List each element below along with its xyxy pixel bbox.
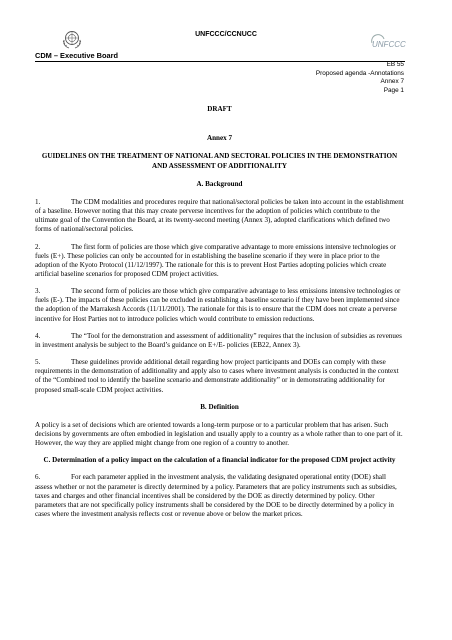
paragraph-text: The “Tool for the demonstration and assessment of additionality” requires that the inclusion of subsidies as revenues in investment analysis be subject to the Board’s guidance on E+/E- policies (EB22, Annex 3). xyxy=(35,331,402,349)
ref-line: Page 1 xyxy=(383,86,404,94)
paragraph-text: For each parameter applied in the investment analysis, the validating designated operational entity (DOE) shall assess whether or not the parameter is directly determined by a policy. Parameters that are policy instruments such as subsidies, taxes and charges and other financial incentives shall be considered by the DOE as directly determined by policy. Other parameters that are not specifically policy instruments shall be considered by the DOE to be directly determined by a policy in cases where the investment analysis reflects cost or revenue above or below the market prices. xyxy=(35,473,397,519)
paragraph-5 xyxy=(35,358,404,395)
ref-line: Proposed agenda -Annotations xyxy=(315,69,404,77)
paragraph-4 xyxy=(35,332,404,350)
paragraph-number: 5. xyxy=(35,358,41,367)
section-heading-definition: B. Definition xyxy=(200,402,239,411)
paragraph-number: 3. xyxy=(35,287,41,296)
draft-label: DRAFT xyxy=(207,105,232,113)
paragraph-text: The first form of policies are those which give comparative advantage to more emissions intensive technologies or fuels (E+). These policies can only be accounted for in establishing the baseline scenario if they were in place prior to the adoption of the Kyoto Protocol (11/12/1997). The rationale for this is to prevent Host Parties adopting policies which create artificial baseline scenarios for proposed CDM project activities. xyxy=(35,242,397,278)
document-body xyxy=(35,105,404,527)
board-label: CDM – Executive Board xyxy=(35,51,118,60)
paragraph-text: The second form of policies are those which give comparative advantage to less emissions intensive technologies or fuels (E-). The impacts of these policies can be excluded in establishing a baseline scenario if they have been implemented since the adoption of the Marrakesh Accords (11/11/2001). The rationale for this is to ensure that the CDM does not create a perverse incentive for Host Parties not to introduce policies which would contribute to emission reductions. xyxy=(35,287,401,323)
paragraph-6 xyxy=(35,473,404,519)
definition-paragraph: A policy is a set of decisions which are oriented towards a long-term purpose or to a particular problem that has arisen. Such decisions by governments are often embodied in legislation and usually apply to a country as a whole rather than to one part of it. However, the way they are applied might change from one region of a country to another. xyxy=(35,420,403,448)
header-title: UNFCCC/CCNUCC xyxy=(195,31,257,38)
paragraph-text: These guidelines provide additional detail regarding how project participants and DOEs can comply with these requirements in the demonstration of additionality and apply also to cases where investment analysis is conducted in the context of the “Combined tool to identify the baseline scenario and demonstrate additionality” or in demonstrating additionality for proposed small-scale CDM project activities. xyxy=(35,358,399,394)
paragraph-3 xyxy=(35,287,404,324)
paragraph-number: 1. xyxy=(35,197,41,206)
paragraph-number: 6. xyxy=(35,473,41,482)
svg-text:UNFCCC: UNFCCC xyxy=(372,40,406,49)
paragraph-text: The CDM modalities and procedures require that national/sectoral policies be taken into account in the establishment of a baseline. However noting that this may create perverse incentives for the adoption of policies which contribute to the ultimate goal of the Convention the Board, at its twenty-second meeting (Annex 3), adopted clarifications which defined two forms of national/sectoral policies. xyxy=(35,197,404,234)
document-title: GUIDELINES ON THE TREATMENT OF NATIONAL AND SECTORAL POLICIES IN THE DEMONSTRATION AND ASSESSMENT OF ADDITIONALITY xyxy=(41,152,398,170)
section-heading-background: A. Background xyxy=(196,179,243,188)
ref-line: Annex 7 xyxy=(380,78,404,86)
document-reference xyxy=(316,61,404,95)
ref-line: EB 55 xyxy=(386,61,404,68)
section-heading-determination: C. Determination of a policy impact on the calculation of a financial indicator for the proposed CDM project activity xyxy=(43,456,396,465)
annex-label: Annex 7 xyxy=(206,134,233,143)
paragraph-1 xyxy=(35,198,404,235)
paragraph-2 xyxy=(35,243,404,280)
unfccc-logo-icon xyxy=(368,36,406,50)
paragraph-number: 2. xyxy=(35,242,41,251)
paragraph-number: 4. xyxy=(35,331,41,340)
